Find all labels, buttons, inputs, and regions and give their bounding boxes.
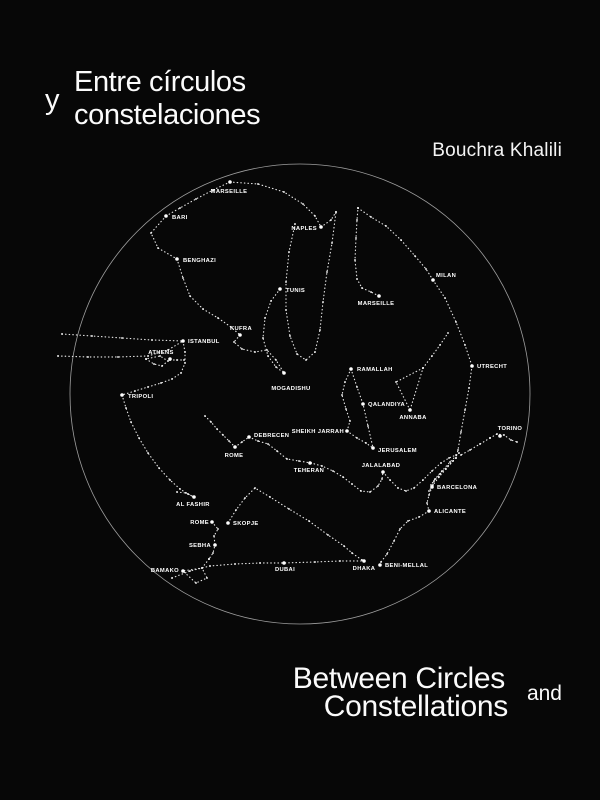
line-node-dot xyxy=(158,467,160,469)
line-node-dot xyxy=(270,300,272,302)
city-label: MILAN xyxy=(436,273,457,279)
bottom-title-line-1: Between Circles xyxy=(292,662,505,695)
line-node-dot xyxy=(213,535,215,537)
city-label: RAMALLAH xyxy=(357,367,393,373)
city-label: QALANDIYA xyxy=(368,402,406,408)
city-label: ALICANTE xyxy=(434,509,467,515)
line-node-dot xyxy=(160,382,162,384)
city-label: TUNIS xyxy=(286,288,306,294)
line-node-dot xyxy=(202,308,204,310)
line-node-dot xyxy=(457,449,459,451)
line-node-dot xyxy=(356,437,358,439)
line-node-dot xyxy=(441,470,443,472)
city-label: ANNABA xyxy=(399,415,427,421)
line-node-dot xyxy=(145,358,147,360)
line-node-dot xyxy=(212,552,214,554)
line-node-dot xyxy=(464,409,466,411)
line-node-dot xyxy=(314,351,316,353)
city-star-dot xyxy=(381,470,385,474)
city-label: BARCELONA xyxy=(437,485,478,491)
city-star-dot xyxy=(168,357,172,361)
line-node-dot xyxy=(183,359,185,361)
city-label: UTRECHT xyxy=(477,364,508,370)
line-node-dot xyxy=(217,528,219,530)
line-node-dot xyxy=(217,317,219,319)
line-node-dot xyxy=(418,516,420,518)
city-star-dot xyxy=(228,180,232,184)
line-node-dot xyxy=(414,255,416,257)
line-node-dot xyxy=(121,337,123,339)
city-star-dot xyxy=(361,402,365,406)
line-node-dot xyxy=(357,207,359,209)
line-node-dot xyxy=(458,452,460,454)
line-node-dot xyxy=(208,558,210,560)
city-star-dot xyxy=(282,561,286,565)
city-star-dot xyxy=(164,214,168,218)
line-node-dot xyxy=(288,251,290,253)
line-node-dot xyxy=(455,457,457,459)
line-node-dot xyxy=(147,386,149,388)
line-node-dot xyxy=(426,502,428,504)
line-node-dot xyxy=(171,577,173,579)
line-node-dot xyxy=(91,335,93,337)
line-node-dot xyxy=(319,329,321,331)
line-node-dot xyxy=(321,465,323,467)
title-prefix: y xyxy=(45,84,60,116)
line-node-dot xyxy=(228,440,230,442)
line-node-dot xyxy=(449,461,451,463)
line-node-dot xyxy=(326,271,328,273)
line-node-dot xyxy=(381,478,383,480)
line-node-dot xyxy=(330,219,332,221)
line-node-dot xyxy=(365,442,367,444)
city-star-dot xyxy=(181,339,185,343)
line-node-dot xyxy=(210,421,212,423)
line-node-dot xyxy=(254,351,256,353)
city-star-dot xyxy=(278,287,282,291)
city-label: DHAKA xyxy=(352,566,376,572)
constellation-line xyxy=(286,212,336,360)
line-node-dot xyxy=(286,458,288,460)
author-name: Bouchra Khalili xyxy=(432,140,562,161)
line-node-dot xyxy=(298,460,300,462)
line-node-dot xyxy=(354,259,356,261)
title-line-1: Entre círculos xyxy=(74,66,246,98)
line-node-dot xyxy=(489,437,491,439)
constellation-line xyxy=(423,333,448,368)
line-node-dot xyxy=(380,561,382,563)
line-node-dot xyxy=(235,509,237,511)
constellation-line xyxy=(172,561,364,578)
line-node-dot xyxy=(468,387,470,389)
city-label: JERUSALEM xyxy=(378,448,417,454)
line-node-dot xyxy=(339,560,341,562)
constellation-line xyxy=(347,431,373,448)
line-node-dot xyxy=(234,563,236,565)
line-node-dot xyxy=(296,353,298,355)
line-node-dot xyxy=(452,460,454,462)
line-node-dot xyxy=(434,478,436,480)
city-star-dot xyxy=(427,509,431,513)
city-label: TRIPOLI xyxy=(128,394,154,400)
city-star-dot xyxy=(282,371,286,375)
city-label: BENGHAZI xyxy=(183,258,217,264)
line-node-dot xyxy=(413,487,415,489)
line-node-dot xyxy=(184,351,186,353)
line-node-dot xyxy=(425,268,427,270)
line-node-dot xyxy=(399,528,401,530)
city-star-dot xyxy=(319,225,323,229)
city-star-dot xyxy=(371,446,375,450)
constellation-line xyxy=(355,208,379,296)
line-node-dot xyxy=(262,337,264,339)
line-node-dot xyxy=(438,476,440,478)
city-star-dot xyxy=(408,408,412,412)
line-node-dot xyxy=(125,407,127,409)
line-node-dot xyxy=(169,479,171,481)
city-label: BENI-MELLAL xyxy=(385,563,429,569)
line-node-dot xyxy=(460,431,462,433)
city-star-dot xyxy=(226,521,230,525)
line-node-dot xyxy=(469,449,471,451)
line-node-dot xyxy=(393,540,395,542)
line-node-dot xyxy=(314,215,316,217)
line-node-dot xyxy=(369,491,371,493)
bottom-title-line-2: Constellations xyxy=(323,690,508,723)
line-node-dot xyxy=(157,247,159,249)
constellation-line xyxy=(351,369,373,448)
line-node-dot xyxy=(516,441,518,443)
city-star-dot xyxy=(175,257,179,261)
line-node-dot xyxy=(447,332,449,334)
line-node-dot xyxy=(267,355,269,357)
line-node-dot xyxy=(464,344,466,346)
line-node-dot xyxy=(428,494,430,496)
city-label: JALALABAD xyxy=(361,463,401,469)
line-node-dot xyxy=(179,207,181,209)
city-star-dot xyxy=(470,364,474,368)
line-node-dot xyxy=(400,239,402,241)
line-node-dot xyxy=(342,476,344,478)
line-node-dot xyxy=(275,366,277,368)
line-node-dot xyxy=(479,443,481,445)
line-node-dot xyxy=(349,420,351,422)
constellation-line xyxy=(432,458,456,487)
line-node-dot xyxy=(407,520,409,522)
line-node-dot xyxy=(216,428,218,430)
line-node-dot xyxy=(179,488,181,490)
line-node-dot xyxy=(431,355,433,357)
line-node-dot xyxy=(134,390,136,392)
line-node-dot xyxy=(264,317,266,319)
line-node-dot xyxy=(204,415,206,417)
line-node-dot xyxy=(285,281,287,283)
city-label: BAMAKO xyxy=(150,568,179,574)
line-node-dot xyxy=(195,198,197,200)
line-node-dot xyxy=(184,362,186,364)
constellation-line xyxy=(183,559,209,583)
line-node-dot xyxy=(189,570,191,572)
bottom-title-and: and xyxy=(526,682,562,705)
line-node-dot xyxy=(385,225,387,227)
line-node-dot xyxy=(257,440,259,442)
line-node-dot xyxy=(302,203,304,205)
line-node-dot xyxy=(361,287,363,289)
constellation-line xyxy=(431,453,459,485)
line-node-dot xyxy=(294,223,296,225)
line-node-dot xyxy=(257,183,259,185)
line-node-dot xyxy=(367,425,369,427)
line-node-dot xyxy=(460,454,462,456)
line-node-dot xyxy=(448,457,450,459)
city-star-dot xyxy=(233,445,237,449)
line-node-dot xyxy=(455,454,457,456)
line-node-dot xyxy=(117,356,119,358)
constellation-line xyxy=(380,511,429,565)
line-node-dot xyxy=(439,344,441,346)
line-node-dot xyxy=(389,479,391,481)
city-label: ATHENS xyxy=(148,350,174,356)
line-node-dot xyxy=(356,278,358,280)
city-label: DUBAI xyxy=(274,567,296,573)
line-node-dot xyxy=(185,492,187,494)
line-node-dot xyxy=(510,439,512,441)
line-node-dot xyxy=(244,497,246,499)
line-node-dot xyxy=(209,565,211,567)
line-node-dot xyxy=(285,309,287,311)
line-node-dot xyxy=(189,295,191,297)
city-star-dot xyxy=(192,495,196,499)
line-node-dot xyxy=(151,339,153,341)
line-node-dot xyxy=(332,470,334,472)
line-node-dot xyxy=(206,577,208,579)
title-line-2: constelaciones xyxy=(74,99,261,131)
line-node-dot xyxy=(327,534,329,536)
line-node-dot xyxy=(87,356,89,358)
line-node-dot xyxy=(331,242,333,244)
city-star-dot xyxy=(120,393,124,397)
line-node-dot xyxy=(161,365,163,367)
city-star-dot xyxy=(349,367,353,371)
line-node-dot xyxy=(356,386,358,388)
city-star-dot xyxy=(362,559,366,563)
line-node-dot xyxy=(241,348,243,350)
city-label: BARI xyxy=(172,215,188,221)
line-node-dot xyxy=(455,321,457,323)
constellation-line xyxy=(146,356,168,366)
city-star-dot xyxy=(377,294,381,298)
city-label: MOGADISHU xyxy=(271,386,311,392)
line-node-dot xyxy=(241,441,243,443)
line-node-dot xyxy=(259,562,261,564)
line-node-dot xyxy=(182,277,184,279)
city-star-dot xyxy=(430,485,434,489)
city-label: MARSEILLE xyxy=(210,189,248,195)
line-node-dot xyxy=(344,381,346,383)
line-node-dot xyxy=(422,367,424,369)
constellation-line xyxy=(151,216,240,335)
line-node-dot xyxy=(276,450,278,452)
line-node-dot xyxy=(440,462,442,464)
line-node-dot xyxy=(395,381,397,383)
city-label: SEBHA xyxy=(188,543,211,549)
line-node-dot xyxy=(335,211,337,213)
line-node-dot xyxy=(176,491,178,493)
line-node-dot xyxy=(305,359,307,361)
line-node-dot xyxy=(341,394,343,396)
constellation-line xyxy=(263,289,284,373)
line-node-dot xyxy=(496,433,498,435)
line-node-dot xyxy=(343,545,345,547)
city-star-dot xyxy=(210,520,214,524)
line-node-dot xyxy=(355,237,357,239)
city-label: TEHERAN xyxy=(293,468,325,474)
line-node-dot xyxy=(275,359,277,361)
constellation-line xyxy=(358,208,433,280)
constellation-line xyxy=(461,438,490,455)
line-node-dot xyxy=(195,582,197,584)
line-node-dot xyxy=(314,561,316,563)
line-node-dot xyxy=(171,378,173,380)
line-node-dot xyxy=(150,232,152,234)
city-label: SHEIKH JARRAH xyxy=(291,429,344,435)
line-node-dot xyxy=(283,191,285,193)
city-label: ROME xyxy=(224,453,244,459)
line-node-dot xyxy=(397,487,399,489)
line-node-dot xyxy=(289,335,291,337)
city-star-dot xyxy=(181,569,185,573)
city-label: ISTANBUL xyxy=(188,339,220,345)
line-node-dot xyxy=(370,216,372,218)
line-node-dot xyxy=(130,421,132,423)
city-label: KUFRA xyxy=(229,326,253,332)
constellation-line xyxy=(122,395,194,497)
city-star-dot xyxy=(238,333,242,337)
line-node-dot xyxy=(351,552,353,554)
line-node-dot xyxy=(176,359,178,361)
line-node-dot xyxy=(360,490,362,492)
constellation-line xyxy=(166,182,230,216)
line-node-dot xyxy=(180,372,182,374)
city-star-dot xyxy=(308,461,312,465)
constellation-line xyxy=(321,212,336,227)
city-star-dot xyxy=(431,278,435,282)
line-node-dot xyxy=(267,443,269,445)
city-label: AL FASHIR xyxy=(176,502,210,508)
line-node-dot xyxy=(57,355,59,357)
city-label: ROME xyxy=(190,520,209,526)
line-node-dot xyxy=(269,496,271,498)
line-node-dot xyxy=(308,520,310,522)
line-node-dot xyxy=(444,297,446,299)
city-label: MARSEILLE xyxy=(357,301,395,307)
city-label: NAPLES xyxy=(291,226,317,232)
line-node-dot xyxy=(356,219,358,221)
line-node-dot xyxy=(370,291,372,293)
city-label: SKOPJE xyxy=(233,521,259,527)
line-node-dot xyxy=(322,301,324,303)
line-node-dot xyxy=(138,437,140,439)
line-node-dot xyxy=(61,333,63,335)
line-node-dot xyxy=(288,508,290,510)
line-node-dot xyxy=(254,487,256,489)
line-node-dot xyxy=(167,360,169,362)
city-star-dot xyxy=(213,543,217,547)
line-node-dot xyxy=(147,452,149,454)
line-node-dot xyxy=(351,483,353,485)
constellation-line xyxy=(433,280,472,366)
city-label: DEBRECEN xyxy=(254,433,290,439)
line-node-dot xyxy=(386,553,388,555)
line-node-dot xyxy=(428,490,430,492)
line-node-dot xyxy=(377,485,379,487)
line-node-dot xyxy=(431,470,433,472)
city-star-dot xyxy=(498,434,502,438)
line-node-dot xyxy=(405,490,407,492)
line-node-dot xyxy=(153,363,155,365)
city-star-dot xyxy=(378,563,382,567)
line-node-dot xyxy=(233,341,235,343)
constellation-line xyxy=(456,366,472,458)
line-node-dot xyxy=(422,479,424,481)
city-star-dot xyxy=(345,429,349,433)
line-node-dot xyxy=(503,434,505,436)
city-star-dot xyxy=(247,435,251,439)
city-label: TORINO xyxy=(497,426,523,432)
line-node-dot xyxy=(222,434,224,436)
line-node-dot xyxy=(445,468,447,470)
line-node-dot xyxy=(345,408,347,410)
